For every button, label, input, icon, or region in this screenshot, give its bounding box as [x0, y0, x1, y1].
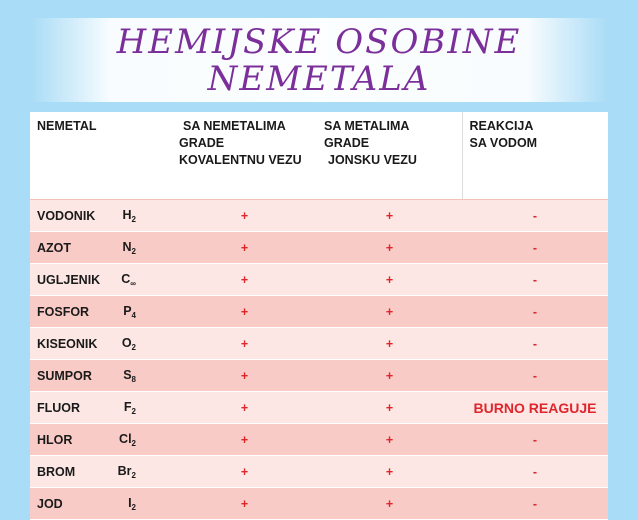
water-reaction-value: - — [462, 296, 608, 328]
water-reaction-value: - — [462, 200, 608, 232]
header-reakcija-line-1: REAKCIJA — [469, 119, 534, 133]
table-row — [30, 360, 608, 392]
ionic-bond-value: + — [317, 424, 462, 456]
element-formula — [100, 392, 172, 424]
table-row — [30, 392, 608, 424]
header-sa-nemetalima-line-2: GRADE — [179, 136, 225, 150]
ionic-bond-value: + — [317, 392, 462, 424]
element-symbol: I — [128, 495, 132, 510]
header-sa-metalima-line-3: JONSKU VEZU — [328, 153, 417, 167]
title-line-2: NEMETALA — [207, 59, 431, 99]
ionic-bond-value: + — [317, 232, 462, 264]
header-nemetal: NEMETAL — [30, 112, 172, 200]
header-sa-metalima-line-1: SA METALIMA — [324, 119, 410, 133]
element-symbol: C — [121, 271, 131, 286]
element-subscript: 2 — [131, 470, 136, 480]
element-symbol: O — [121, 335, 132, 350]
covalent-bond-value: + — [172, 200, 317, 232]
element-subscript: 2 — [131, 406, 136, 416]
water-reaction-value: - — [462, 232, 608, 264]
element-symbol: Br — [117, 463, 132, 478]
header-sa-metalima — [317, 112, 462, 200]
ionic-bond-value: + — [317, 360, 462, 392]
ionic-bond-value: + — [317, 328, 462, 360]
table-header-row — [30, 112, 608, 200]
header-reakcija-line-2: SA VODOM — [469, 136, 538, 150]
header-sa-nemetalima-line-1: SA NEMETALIMA — [183, 119, 286, 133]
element-symbol: F — [123, 399, 132, 414]
table-row — [30, 296, 608, 328]
element-subscript: 8 — [131, 374, 136, 384]
header-sa-nemetalima-line-3: KOVALENTNU VEZU — [179, 153, 302, 167]
element-subscript: 2 — [131, 246, 136, 256]
water-reaction-value: - — [462, 264, 608, 296]
table-row — [30, 488, 608, 520]
covalent-bond-value: + — [172, 392, 317, 424]
element-symbol: P — [123, 303, 132, 318]
element-subscript: 2 — [131, 214, 136, 224]
ionic-bond-value: + — [317, 488, 462, 520]
covalent-bond-value: + — [172, 328, 317, 360]
element-name: KISEONIK — [30, 328, 100, 360]
element-name: BROM — [30, 456, 100, 488]
element-name: AZOT — [30, 232, 100, 264]
covalent-bond-value: + — [172, 360, 317, 392]
properties-table — [30, 112, 608, 520]
element-formula — [100, 200, 172, 232]
element-formula — [100, 328, 172, 360]
water-reaction-value: - — [462, 424, 608, 456]
table-row — [30, 424, 608, 456]
element-subscript: ∞ — [130, 278, 136, 288]
ionic-bond-value: + — [317, 296, 462, 328]
title-line-1: HEMIJSKE OSOBINE — [116, 22, 522, 62]
element-name: VODONIK — [30, 200, 100, 232]
table-row — [30, 264, 608, 296]
header-reakcija — [462, 112, 608, 200]
element-name: JOD — [30, 488, 100, 520]
element-symbol: N — [122, 239, 132, 254]
water-reaction-value: - — [462, 456, 608, 488]
element-formula — [100, 232, 172, 264]
covalent-bond-value: + — [172, 232, 317, 264]
table-row — [30, 456, 608, 488]
element-subscript: 2 — [131, 502, 136, 512]
ionic-bond-value: + — [317, 456, 462, 488]
covalent-bond-value: + — [172, 456, 317, 488]
element-symbol: S — [123, 367, 132, 382]
title-banner — [30, 18, 608, 102]
element-formula — [100, 264, 172, 296]
table-row — [30, 328, 608, 360]
element-subscript: 2 — [131, 438, 136, 448]
element-formula — [100, 424, 172, 456]
water-reaction-value: - — [462, 360, 608, 392]
element-name: UGLJENIK — [30, 264, 100, 296]
element-name: HLOR — [30, 424, 100, 456]
table-row — [30, 200, 608, 232]
water-reaction-value: - — [462, 328, 608, 360]
covalent-bond-value: + — [172, 264, 317, 296]
water-reaction-value: BURNO REAGUJE — [462, 392, 608, 424]
element-name: FLUOR — [30, 392, 100, 424]
element-formula — [100, 360, 172, 392]
water-reaction-value: - — [462, 488, 608, 520]
element-subscript: 2 — [131, 342, 136, 352]
element-symbol: Cl — [119, 431, 132, 446]
element-name: SUMPOR — [30, 360, 100, 392]
covalent-bond-value: + — [172, 296, 317, 328]
header-sa-nemetalima — [172, 112, 317, 200]
ionic-bond-value: + — [317, 264, 462, 296]
element-formula — [100, 488, 172, 520]
header-sa-metalima-line-2: GRADE — [324, 136, 370, 150]
element-formula — [100, 296, 172, 328]
ionic-bond-value: + — [317, 200, 462, 232]
element-formula — [100, 456, 172, 488]
covalent-bond-value: + — [172, 488, 317, 520]
element-subscript: 4 — [131, 310, 136, 320]
covalent-bond-value: + — [172, 424, 317, 456]
table-row — [30, 232, 608, 264]
element-symbol: H — [122, 207, 132, 222]
element-name: FOSFOR — [30, 296, 100, 328]
